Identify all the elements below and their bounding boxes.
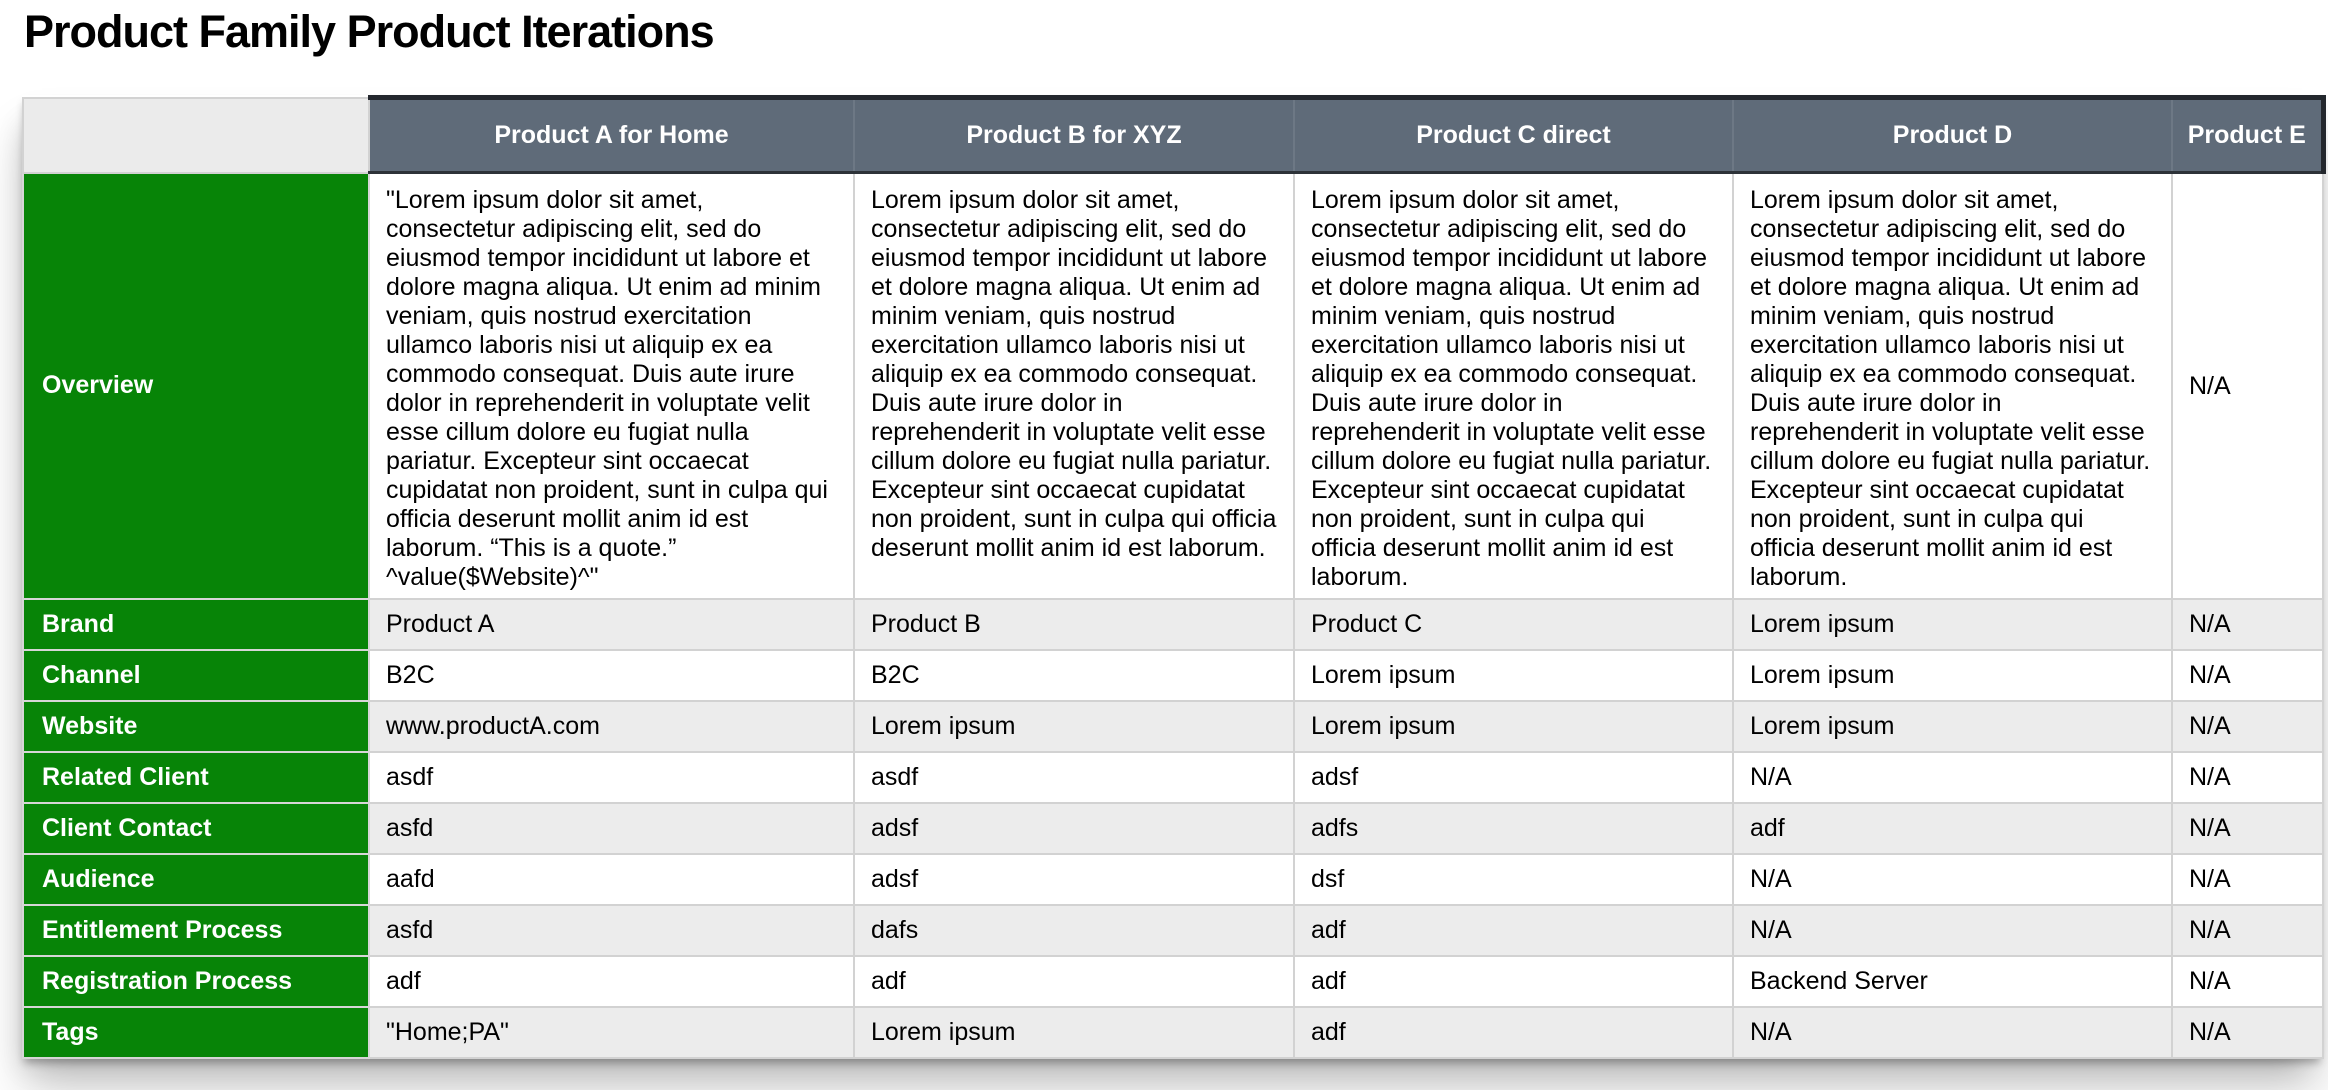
product-family-table xyxy=(22,95,2322,1059)
cell-audience-product-c: dsf xyxy=(1294,854,1733,905)
corner-header-cell xyxy=(23,98,369,173)
cell-client-contact-product-c: adfs xyxy=(1294,803,1733,854)
table-row-audience xyxy=(23,854,2323,905)
table-row-overview xyxy=(23,173,2323,600)
cell-channel-product-c: Lorem ipsum xyxy=(1294,650,1733,701)
cell-audience-product-a: aafd xyxy=(369,854,854,905)
cell-related-client-product-e: N/A xyxy=(2172,752,2323,803)
cell-overview-product-a: "Lorem ipsum dolor sit amet, consectetur adipiscing elit, sed do eiusmod tempor incididunt ut labore et dolore magna aliqua. Ut enim ad minim veniam, quis nostrud exercitation ullamco laboris nisi ut aliquip ex ea commodo consequat. Duis aute irure dolor in reprehenderit in voluptate velit esse cillum dolore eu fugiat nulla pariatur. Excepteur sint occaecat cupidatat non proident, sunt in culpa qui officia deserunt mollit anim id est laborum. “This is a quote.” ^value($Website)^" xyxy=(369,173,854,600)
row-label-channel: Channel xyxy=(23,650,369,701)
cell-website-product-c: Lorem ipsum xyxy=(1294,701,1733,752)
cell-brand-product-c: Product C xyxy=(1294,599,1733,650)
cell-client-contact-product-e: N/A xyxy=(2172,803,2323,854)
cell-overview-product-e: N/A xyxy=(2172,173,2323,600)
cell-tags-product-a: "Home;PA" xyxy=(369,1007,854,1058)
row-label-entitlement-process: Entitlement Process xyxy=(23,905,369,956)
cell-entitlement-product-b: dafs xyxy=(854,905,1294,956)
table-row-website xyxy=(23,701,2323,752)
cell-overview-product-d: Lorem ipsum dolor sit amet, consectetur adipiscing elit, sed do eiusmod tempor incididunt ut labore et dolore magna aliqua. Ut enim ad minim veniam, quis nostrud exercitation ullamco laboris nisi ut aliquip ex ea commodo consequat. Duis aute irure dolor in reprehenderit in voluptate velit esse cillum dolore eu fugiat nulla pariatur. Excepteur sint occaecat cupidatat non proident, sunt in culpa qui officia deserunt mollit anim id est laborum. xyxy=(1733,173,2172,600)
table-row-entitlement-process xyxy=(23,905,2323,956)
cell-channel-product-a: B2C xyxy=(369,650,854,701)
row-label-brand: Brand xyxy=(23,599,369,650)
cell-client-contact-product-d: adf xyxy=(1733,803,2172,854)
cell-overview-product-b: Lorem ipsum dolor sit amet, consectetur adipiscing elit, sed do eiusmod tempor incididunt ut labore et dolore magna aliqua. Ut enim ad minim veniam, quis nostrud exercitation ullamco laboris nisi ut aliquip ex ea commodo consequat. Duis aute irure dolor in reprehenderit in voluptate velit esse cillum dolore eu fugiat nulla pariatur. Excepteur sint occaecat cupidatat non proident, sunt in culpa qui officia deserunt mollit anim id est laborum. xyxy=(854,173,1294,600)
cell-entitlement-product-e: N/A xyxy=(2172,905,2323,956)
cell-overview-product-c: Lorem ipsum dolor sit amet, consectetur adipiscing elit, sed do eiusmod tempor incididunt ut labore et dolore magna aliqua. Ut enim ad minim veniam, quis nostrud exercitation ullamco laboris nisi ut aliquip ex ea commodo consequat. Duis aute irure dolor in reprehenderit in voluptate velit esse cillum dolore eu fugiat nulla pariatur. Excepteur sint occaecat cupidatat non proident, sunt in culpa qui officia deserunt mollit anim id est laborum. xyxy=(1294,173,1733,600)
header-row xyxy=(23,98,2323,173)
column-header-product-d: Product D xyxy=(1733,98,2172,173)
column-header-product-b: Product B for XYZ xyxy=(854,98,1294,173)
column-header-product-a: Product A for Home xyxy=(369,98,854,173)
cell-tags-product-b: Lorem ipsum xyxy=(854,1007,1294,1058)
cell-registration-product-d: Backend Server xyxy=(1733,956,2172,1007)
cell-tags-product-d: N/A xyxy=(1733,1007,2172,1058)
table-row-registration-process xyxy=(23,956,2323,1007)
column-header-product-e: Product E xyxy=(2172,98,2323,173)
cell-entitlement-product-d: N/A xyxy=(1733,905,2172,956)
cell-website-product-b: Lorem ipsum xyxy=(854,701,1294,752)
cell-audience-product-e: N/A xyxy=(2172,854,2323,905)
row-label-website: Website xyxy=(23,701,369,752)
row-label-overview: Overview xyxy=(23,173,369,600)
cell-audience-product-d: N/A xyxy=(1733,854,2172,905)
cell-brand-product-a: Product A xyxy=(369,599,854,650)
cell-website-product-d: Lorem ipsum xyxy=(1733,701,2172,752)
cell-related-client-product-c: adsf xyxy=(1294,752,1733,803)
cell-registration-product-e: N/A xyxy=(2172,956,2323,1007)
table-row-related-client xyxy=(23,752,2323,803)
cell-related-client-product-d: N/A xyxy=(1733,752,2172,803)
row-label-client-contact: Client Contact xyxy=(23,803,369,854)
table-row-tags xyxy=(23,1007,2323,1058)
cell-registration-product-b: adf xyxy=(854,956,1294,1007)
comparison-table xyxy=(22,95,2326,1059)
row-label-audience: Audience xyxy=(23,854,369,905)
cell-registration-product-c: adf xyxy=(1294,956,1733,1007)
table-row-client-contact xyxy=(23,803,2323,854)
cell-related-client-product-b: asdf xyxy=(854,752,1294,803)
cell-entitlement-product-c: adf xyxy=(1294,905,1733,956)
cell-website-product-a: www.productA.com xyxy=(369,701,854,752)
table-row-brand xyxy=(23,599,2323,650)
table-row-channel xyxy=(23,650,2323,701)
row-label-related-client: Related Client xyxy=(23,752,369,803)
cell-channel-product-d: Lorem ipsum xyxy=(1733,650,2172,701)
cell-tags-product-c: adf xyxy=(1294,1007,1733,1058)
cell-tags-product-e: N/A xyxy=(2172,1007,2323,1058)
page-title: Product Family Product Iterations xyxy=(24,6,714,57)
cell-client-contact-product-a: asfd xyxy=(369,803,854,854)
row-label-tags: Tags xyxy=(23,1007,369,1058)
row-label-registration-process: Registration Process xyxy=(23,956,369,1007)
cell-brand-product-d: Lorem ipsum xyxy=(1733,599,2172,650)
cell-registration-product-a: adf xyxy=(369,956,854,1007)
cell-entitlement-product-a: asfd xyxy=(369,905,854,956)
cell-related-client-product-a: asdf xyxy=(369,752,854,803)
cell-channel-product-e: N/A xyxy=(2172,650,2323,701)
cell-audience-product-b: adsf xyxy=(854,854,1294,905)
column-header-product-c: Product C direct xyxy=(1294,98,1733,173)
cell-brand-product-b: Product B xyxy=(854,599,1294,650)
cell-client-contact-product-b: adsf xyxy=(854,803,1294,854)
cell-brand-product-e: N/A xyxy=(2172,599,2323,650)
cell-website-product-e: N/A xyxy=(2172,701,2323,752)
cell-channel-product-b: B2C xyxy=(854,650,1294,701)
